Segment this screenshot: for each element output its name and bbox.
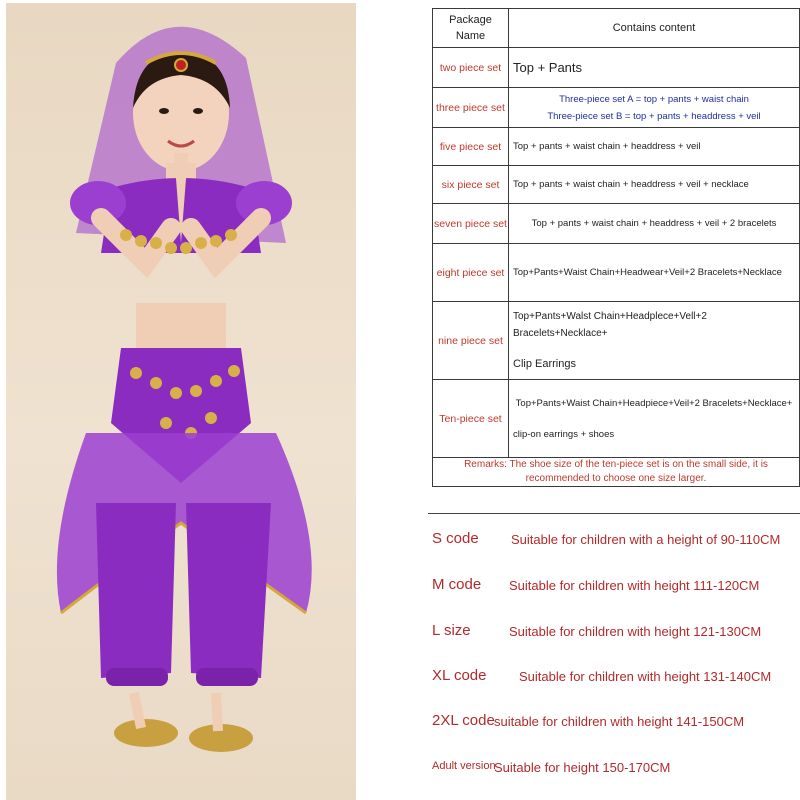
content-line: Top+Pants+Waist Chain+Headwear+Veil+2 Bracelets+Necklace (513, 267, 782, 278)
size-row (428, 748, 800, 788)
package-content (509, 166, 800, 204)
size-label: M code (432, 576, 482, 593)
product-photo (6, 3, 356, 800)
size-label: Adult version (432, 760, 496, 772)
size-row (428, 612, 800, 652)
costume-illustration (6, 3, 356, 800)
size-description: suitable for children with height 141-150CM (494, 714, 745, 729)
package-name: eight piece set (433, 244, 509, 302)
size-row (428, 702, 800, 742)
size-guide (428, 513, 800, 799)
package-name: two piece set (433, 48, 509, 88)
content-line: Top + Pants (513, 60, 583, 75)
size-row (428, 566, 800, 606)
package-content (509, 204, 800, 244)
table-row (433, 88, 800, 128)
table-header (433, 9, 800, 48)
content-line: clip-on earrings + shoes (513, 428, 615, 440)
package-table (432, 8, 800, 487)
table-row (433, 244, 800, 302)
package-name: five piece set (433, 128, 509, 166)
package-content (509, 244, 800, 302)
package-content (509, 88, 800, 128)
content-line: Three-piece set A = top + pants + waist chain (559, 93, 749, 105)
size-description: Suitable for children with height 121-130CM (509, 624, 762, 639)
package-content (509, 48, 800, 88)
size-label: L size (432, 622, 471, 639)
size-label: XL code (432, 667, 487, 684)
table-row (433, 166, 800, 204)
size-label: S code (432, 530, 479, 547)
package-name: Ten-piece set (433, 380, 509, 458)
size-label: 2XL code (432, 712, 495, 729)
size-row (428, 520, 800, 560)
size-description: Suitable for children with height 131-140CM (519, 669, 772, 684)
size-description: Suitable for children with a height of 90-110CM (511, 532, 781, 547)
table-row (433, 380, 800, 458)
content-line: Top + pants + waist chain + headdress + veil + necklace (513, 179, 749, 190)
table-row (433, 204, 800, 244)
header-package-name: Package Name (433, 9, 509, 48)
size-description: Suitable for height 150-170CM (494, 760, 671, 775)
package-content (509, 302, 800, 380)
content-line: Three-piece set B = top + pants + headdress + veil (547, 110, 761, 122)
content-line: Clip Earrings (513, 358, 576, 370)
content-line: Top + pants + waist chain + headdress + veil + 2 bracelets (531, 218, 777, 229)
content-line: Top + pants + waist chain + headdress + veil (513, 141, 701, 152)
package-name: six piece set (433, 166, 509, 204)
header-contains-content: Contains content (509, 9, 800, 48)
remark-text: Remarks: The shoe size of the ten-piece set is on the small side, it is recommended to choose one size larger. (433, 458, 800, 487)
package-name: three piece set (433, 88, 509, 128)
remark-row (433, 458, 800, 487)
package-name: seven piece set (433, 204, 509, 244)
table-row (433, 48, 800, 88)
content-line: Top+Pants+Walst Chain+Headplece+Vell+2 Bracelets+Necklace+ (513, 311, 707, 339)
size-description: Suitable for children with height 111-120CM (509, 578, 760, 593)
package-content (509, 128, 800, 166)
package-name: nine piece set (433, 302, 509, 380)
size-row (428, 657, 800, 697)
table-row (433, 128, 800, 166)
package-content (509, 380, 800, 458)
table-row (433, 302, 800, 380)
content-line: Top+Pants+Waist Chain+Headpiece+Veil+2 Bracelets+Necklace+ (515, 397, 793, 409)
